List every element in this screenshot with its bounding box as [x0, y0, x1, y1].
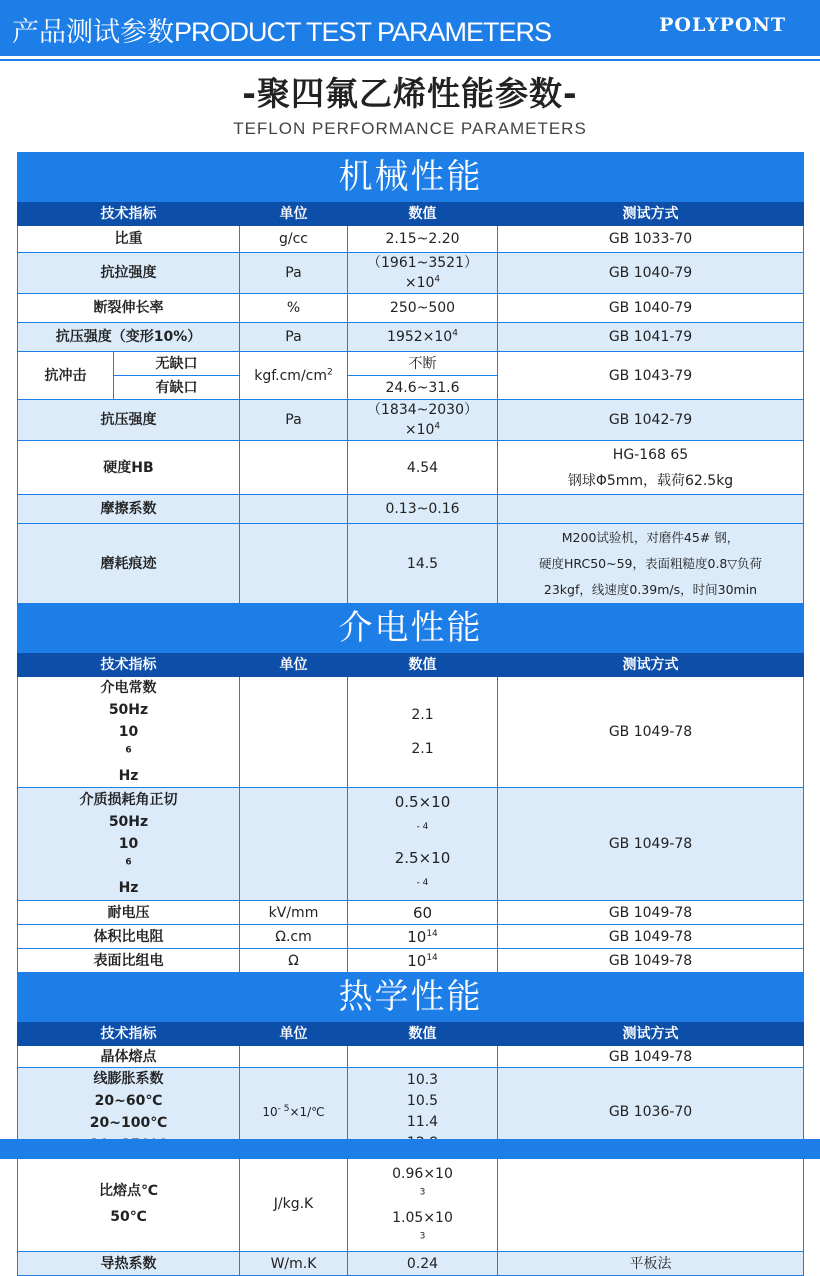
col-header: 单位 — [240, 202, 348, 226]
param-method: GB 1040-79 — [498, 294, 804, 323]
param-unit — [240, 524, 348, 604]
table-row — [18, 788, 804, 901]
table-row — [18, 441, 804, 495]
param-name: 断裂伸长率 — [18, 294, 240, 323]
param-unit — [240, 788, 348, 901]
section-dielectric — [18, 604, 804, 653]
banner-title-cn: 产品测试参数 — [12, 17, 174, 48]
section-mechanical — [18, 153, 804, 202]
param-method: GB 1042-79 — [498, 400, 804, 441]
section-thermal — [18, 973, 804, 1022]
param-name: 抗压强度（变形10%） — [18, 323, 240, 352]
param-method: 平板法 — [498, 1252, 804, 1276]
param-name: 晶体熔点 — [18, 1046, 240, 1068]
param-unit: Pa — [240, 323, 348, 352]
col-header: 数值 — [348, 202, 498, 226]
section-title: 热学性能 — [18, 973, 804, 1022]
section-title: 机械性能 — [18, 153, 804, 202]
param-name: 磨耗痕迹 — [18, 524, 240, 604]
table-header — [18, 202, 804, 226]
param-unit: Pa — [240, 253, 348, 294]
col-header: 技术指标 — [18, 202, 240, 226]
param-name: 抗拉强度 — [18, 253, 240, 294]
section-title: 介电性能 — [18, 604, 804, 653]
param-unit: $10^{- 5}\times 1/℃$ — [240, 1068, 348, 1157]
param-subname: 无缺口 — [114, 352, 240, 376]
table-header — [18, 653, 804, 677]
param-unit: W/m.K — [240, 1252, 348, 1276]
col-header: 单位 — [240, 653, 348, 677]
table-row — [18, 524, 804, 604]
col-header: 测试方式 — [498, 202, 804, 226]
param-value: 2.15~2.20 — [348, 226, 498, 253]
param-method — [498, 1157, 804, 1252]
param-unit: % — [240, 294, 348, 323]
table-row — [18, 253, 804, 294]
param-name: 抗冲击 — [18, 352, 114, 400]
table-row — [18, 495, 804, 524]
param-unit — [240, 1046, 348, 1068]
param-unit: Ω.cm — [240, 925, 348, 949]
param-name: 线膨胀系数 20~60℃ 20~100℃ — [18, 1068, 240, 1157]
parameters-table-wrapper — [17, 152, 803, 1276]
param-value — [348, 1046, 498, 1068]
table-header — [18, 1022, 804, 1046]
page-title: -聚四氟乙烯性能参数- — [242, 74, 578, 113]
col-header: 测试方式 — [498, 1022, 804, 1046]
param-method — [498, 495, 804, 524]
param-method: GB 1049-78 — [498, 1046, 804, 1068]
param-method: GB 1049-78 — [498, 949, 804, 973]
param-name: 表面比组电 — [18, 949, 240, 973]
col-header: 数值 — [348, 1022, 498, 1046]
param-name: 摩擦系数 — [18, 495, 240, 524]
col-header: 单位 — [240, 1022, 348, 1046]
param-value: 2.1 2.1 — [348, 677, 498, 788]
param-method: GB 1036-70 — [498, 1068, 804, 1157]
param-name: 介电常数 50Hz 10 $^6$ Hz — [18, 677, 240, 788]
table-row — [18, 925, 804, 949]
param-name: 比熔点℃ 50℃ — [18, 1157, 240, 1252]
param-unit — [240, 495, 348, 524]
param-value: 250~500 — [348, 294, 498, 323]
table-row — [18, 1157, 804, 1252]
table-row — [18, 400, 804, 441]
param-unit: Ω — [240, 949, 348, 973]
param-name: 体积比电阻 — [18, 925, 240, 949]
param-value: 24.6~31.6 — [348, 376, 498, 400]
col-header: 数值 — [348, 653, 498, 677]
param-subname: 有缺口 — [114, 376, 240, 400]
col-header: 技术指标 — [18, 653, 240, 677]
param-unit — [240, 677, 348, 788]
param-value: 10.3 10.5 11.4 — [348, 1068, 498, 1157]
param-unit: Pa — [240, 400, 348, 441]
param-value: $1952\times 10^4$ — [348, 323, 498, 352]
param-name: 抗压强度 — [18, 400, 240, 441]
param-value: 0.96×10 $^3$ 1.05×10 $^3$ — [348, 1157, 498, 1252]
param-name: 硬度HB — [18, 441, 240, 495]
col-header: 技术指标 — [18, 1022, 240, 1046]
param-value: 0.13~0.16 — [348, 495, 498, 524]
param-value: 0.5×10 $^{- 4}$ 2.5×10 $^{- 4}$ — [348, 788, 498, 901]
param-method: GB 1043-79 — [498, 352, 804, 400]
param-method: GB 1040-79 — [498, 253, 804, 294]
param-name: 耐电压 — [18, 901, 240, 925]
table-row — [18, 352, 804, 376]
param-method: GB 1049-78 — [498, 901, 804, 925]
param-value: 0.24 — [348, 1252, 498, 1276]
param-value: $10^{14}$ — [348, 925, 498, 949]
param-name: 导热系数 — [18, 1252, 240, 1276]
table-row — [18, 323, 804, 352]
param-unit: kV/mm — [240, 901, 348, 925]
param-method: GB 1049-78 — [498, 677, 804, 788]
table-row — [18, 226, 804, 253]
table-row — [18, 1252, 804, 1276]
brand-logo: POLYPONT — [659, 14, 786, 36]
param-value: 4.54 — [348, 441, 498, 495]
table-row — [18, 901, 804, 925]
param-unit — [240, 441, 348, 495]
banner-title — [12, 10, 551, 49]
param-method: HG-168 65 钢球Φ5mm，载荷62.5kg — [498, 441, 804, 495]
param-name: 介质损耗角正切 50Hz 10 $^6$ Hz — [18, 788, 240, 901]
param-unit: $kgf.cm/cm^2$ — [240, 352, 348, 400]
param-method: GB 1041-79 — [498, 323, 804, 352]
banner-title-en: PRODUCT TEST PARAMETERS — [174, 17, 552, 47]
bottom-banner — [0, 1139, 820, 1159]
param-method: GB 1049-78 — [498, 788, 804, 901]
table-row — [18, 294, 804, 323]
param-name: 比重 — [18, 226, 240, 253]
table-row — [18, 1046, 804, 1068]
page-subtitle: TEFLON PERFORMANCE PARAMETERS — [233, 119, 587, 138]
table-row — [18, 949, 804, 973]
param-unit: J/kg.K — [240, 1157, 348, 1252]
param-value: $(1961\sim 3521)\times 10^4$ — [348, 253, 498, 294]
param-value: 不断 — [348, 352, 498, 376]
param-method: GB 1033-70 — [498, 226, 804, 253]
param-value: 14.5 — [348, 524, 498, 604]
param-value: 60 — [348, 901, 498, 925]
parameters-table — [17, 152, 804, 1276]
param-value: $10^{14}$ — [348, 949, 498, 973]
col-header: 测试方式 — [498, 653, 804, 677]
param-method: GB 1049-78 — [498, 925, 804, 949]
divider — [0, 59, 820, 61]
param-method: M200试验机，对磨件45# 钢， 硬度HRC50~59，表面粗糙度0.8▽负荷 23kgf，线速度0.39m/s，时间30min — [498, 524, 804, 604]
top-banner — [0, 0, 820, 56]
table-row — [18, 677, 804, 788]
param-unit: g/cc — [240, 226, 348, 253]
param-value: $(1834\sim 2030)\times 10^4$ — [348, 400, 498, 441]
